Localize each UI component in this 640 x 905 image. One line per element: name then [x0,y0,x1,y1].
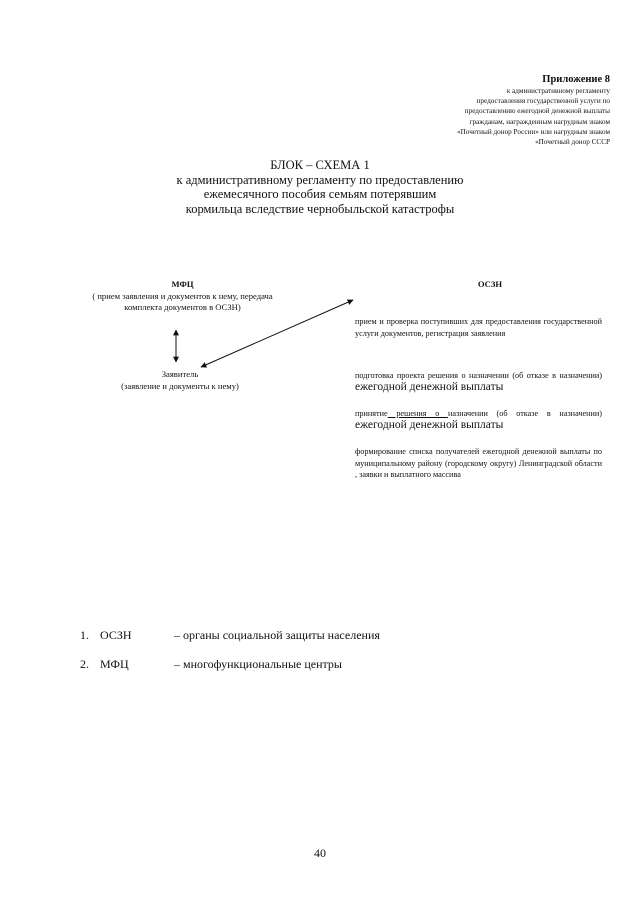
scheme-title-line: к административному регламенту по предоставлению [176,172,464,187]
oszn-step-text: принятие [355,409,388,418]
oszn-step-text: подготовка проекта решения о назначении (об отказе в назначении) [355,371,602,380]
mfc-desc-line: ( прием заявления и документов к нему, передача [92,290,273,301]
legend-number: 1. [80,628,89,642]
appendix-line: «Почетный донор СССР [535,138,610,147]
mfc-title: МФЦ [171,279,194,289]
appendix-line: «Почетный донор России» или нагрудным знаком [457,127,610,136]
oszn-step-text: прием и проверка поступивших для предоставления государственной услуги документов, регистрация заявления [355,317,602,338]
oszn-step-text: формирование списка получателей ежегодной денежной выплаты по муниципальному району (городскому округу) Ленинградской области , заявки и выплатного массива [355,447,602,479]
oszn-step-text: назначении (об отказе в назначении) [448,409,602,418]
appendix-title: Приложение 8 [542,74,610,85]
legend-text: – органы социальной защиты населения [174,628,380,642]
legend-item-mfc [80,657,342,671]
appendix-line: гражданам, награжденным нагрудным знаком [469,117,610,126]
legend-item-oszn [80,628,380,642]
oszn-step-text-large: ежегодной денежной выплаты [355,380,504,393]
applicant-desc: (заявление и документы к нему) [121,380,239,391]
arrow-applicant-oszn [201,300,353,367]
mfc-desc-line: комплекта документов в ОСЗН) [124,302,241,312]
oszn-step-text-large: ежегодной денежной выплаты [355,418,504,431]
appendix-line: к административному регламенту [506,87,610,95]
legend-abbr: ОСЗН [100,628,132,642]
scheme-title-line: ежемесячного пособия семьям потерявшим [203,187,437,201]
oszn-step-text-underlined: решения о [387,409,449,418]
legend-number: 2. [80,657,89,671]
oszn-title: ОСЗН [477,279,503,289]
applicant-title: Заявитель [161,369,199,379]
legend-text: – многофункциональные центры [174,657,342,671]
legend-abbr: МФЦ [100,657,129,671]
appendix-line: предоставления государственной услуги по [476,97,610,106]
appendix-line: предоставлению ежегодной денежной выплаты [464,107,610,116]
page-number: 40 [314,846,326,860]
scheme-title-line: кормильца вследствие чернобыльской катастрофы [185,201,455,216]
scheme-title-line: БЛОК – СХЕМА 1 [270,158,370,172]
